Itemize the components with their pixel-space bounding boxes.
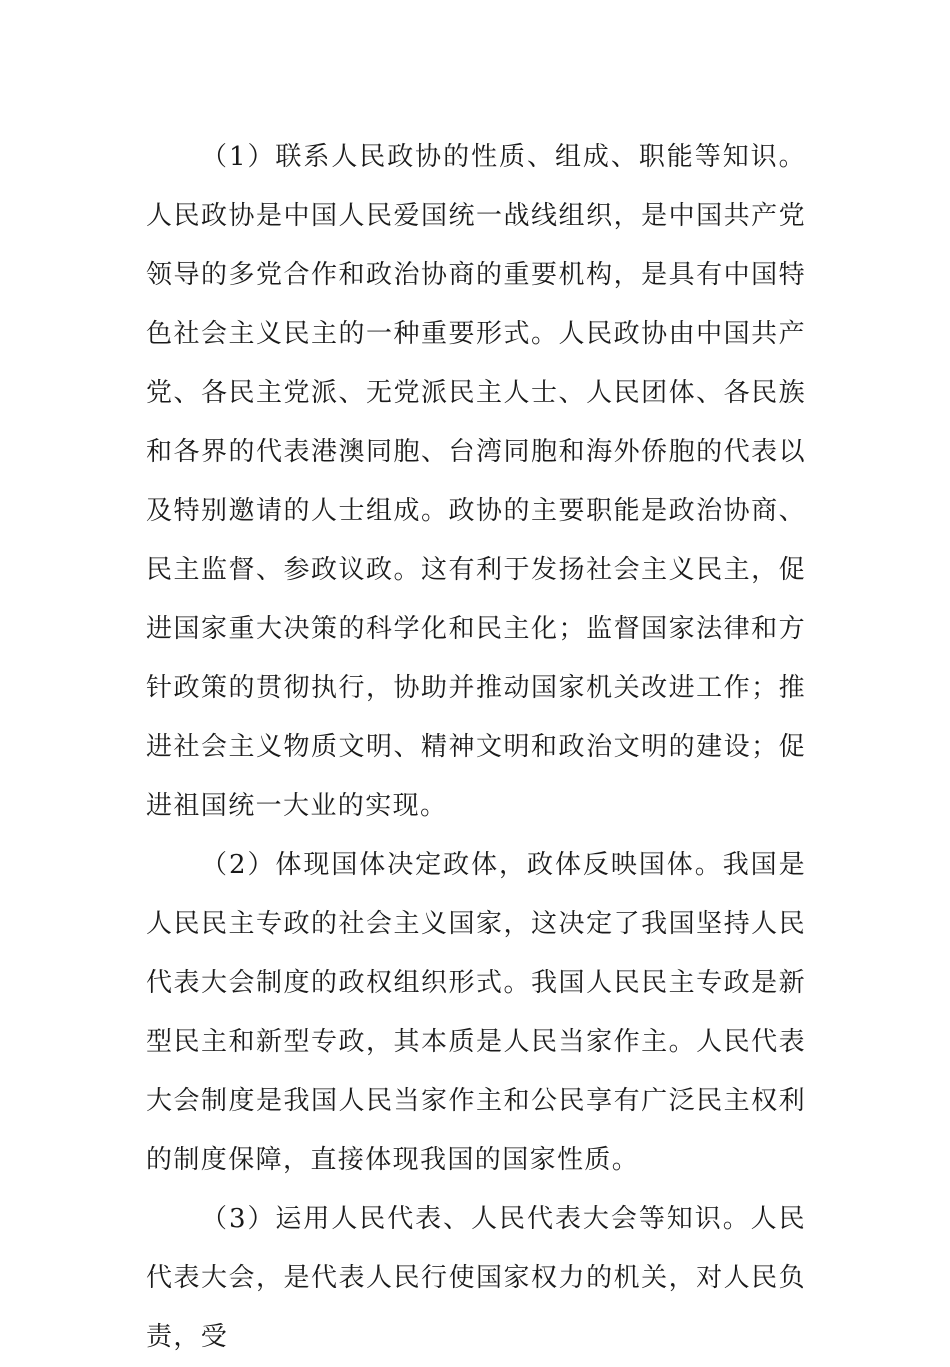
paragraph-3: （3）运用人民代表、人民代表大会等知识。人民代表大会，是代表人民行使国家权力的机关，对人民负责，受 xyxy=(146,1204,806,1352)
paragraph-2: （2）体现国体决定政体，政体反映国体。我国是人民民主专政的社会主义国家，这决定了我国坚持人民代表大会制度的政权组织形式。我国人民民主专政是新型民主和新型专政，其本质是人民当家作主。人民代表大会制度是我国人民当家作主和公民享有广泛民主权利的制度保障，直接体现我国的国家性质。 xyxy=(146,850,806,1175)
document-body xyxy=(146,128,806,1367)
paragraph-1: （1）联系人民政协的性质、组成、职能等知识。人民政协是中国人民爱国统一战线组织，是中国共产党领导的多党合作和政治协商的重要机构，是具有中国特色社会主义民主的一种重要形式。人民政协由中国共产党、各民主党派、无党派民主人士、人民团体、各民族和各界的代表港澳同胞、台湾同胞和海外侨胞的代表以及特别邀请的人士组成。政协的主要职能是政治协商、民主监督、参政议政。这有利于发扬社会主义民主，促进国家重大决策的科学化和民主化；监督国家法律和方针政策的贯彻执行，协助并推动国家机关改进工作；推进社会主义物质文明、精神文明和政治文明的建设；促进祖国统一大业的实现。 xyxy=(146,142,806,821)
